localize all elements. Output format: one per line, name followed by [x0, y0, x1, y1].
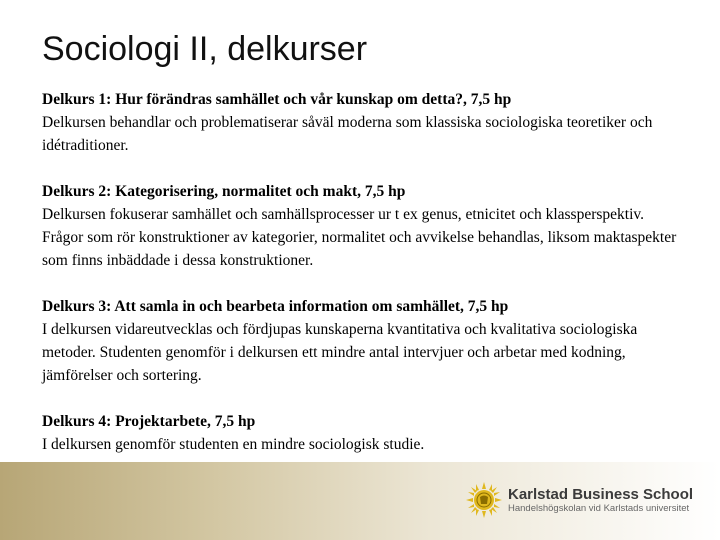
logo-subtitle: Handelshögskolan vid Karlstads universitet — [508, 502, 690, 514]
course-section-3 — [42, 295, 682, 387]
slide-title: Sociologi II, delkurser — [42, 30, 368, 68]
section-description: I delkursen vidareutvecklas och fördjupas kunskaperna kvantitativa och kvalitativa sociologiska metoder. Studenten genomför i delkursen ett mindre antal intervjuer och arbetar med kodning, jämförelser och sortering. — [42, 321, 638, 384]
sun-seal-icon — [466, 482, 502, 518]
section-heading: Delkurs 4: Projektarbete, 7,5 hp — [42, 413, 256, 430]
section-heading: Delkurs 3: Att samla in och bearbeta information om samhället, 7,5 hp — [42, 298, 509, 315]
section-description: I delkursen genomför studenten en mindre sociologisk studie. — [42, 436, 425, 453]
course-section-1 — [42, 88, 682, 157]
section-description: Delkursen behandlar och problematiserar såväl moderna som klassiska sociologiska teoretiker och idétraditioner. — [42, 114, 653, 154]
section-heading: Delkurs 2: Kategorisering, normalitet och makt, 7,5 hp — [42, 183, 406, 200]
karlstad-business-school-logo — [466, 482, 706, 518]
section-heading: Delkurs 1: Hur förändras samhället och vår kunskap om detta?, 7,5 hp — [42, 91, 512, 108]
course-section-4 — [42, 410, 682, 456]
course-sections — [42, 88, 682, 479]
course-section-2 — [42, 180, 682, 272]
logo-name: Karlstad Business School — [508, 485, 694, 503]
logo-text — [508, 486, 693, 515]
section-description: Delkursen fokuserar samhället och samhällsprocesser ur t ex genus, etnicitet och klassperspektiv. Frågor som rör konstruktioner av kategorier, normalitet och avvikelse behandlas, liksom maktaspekter som finns inbäddade i dessa konstruktioner. — [42, 206, 677, 269]
